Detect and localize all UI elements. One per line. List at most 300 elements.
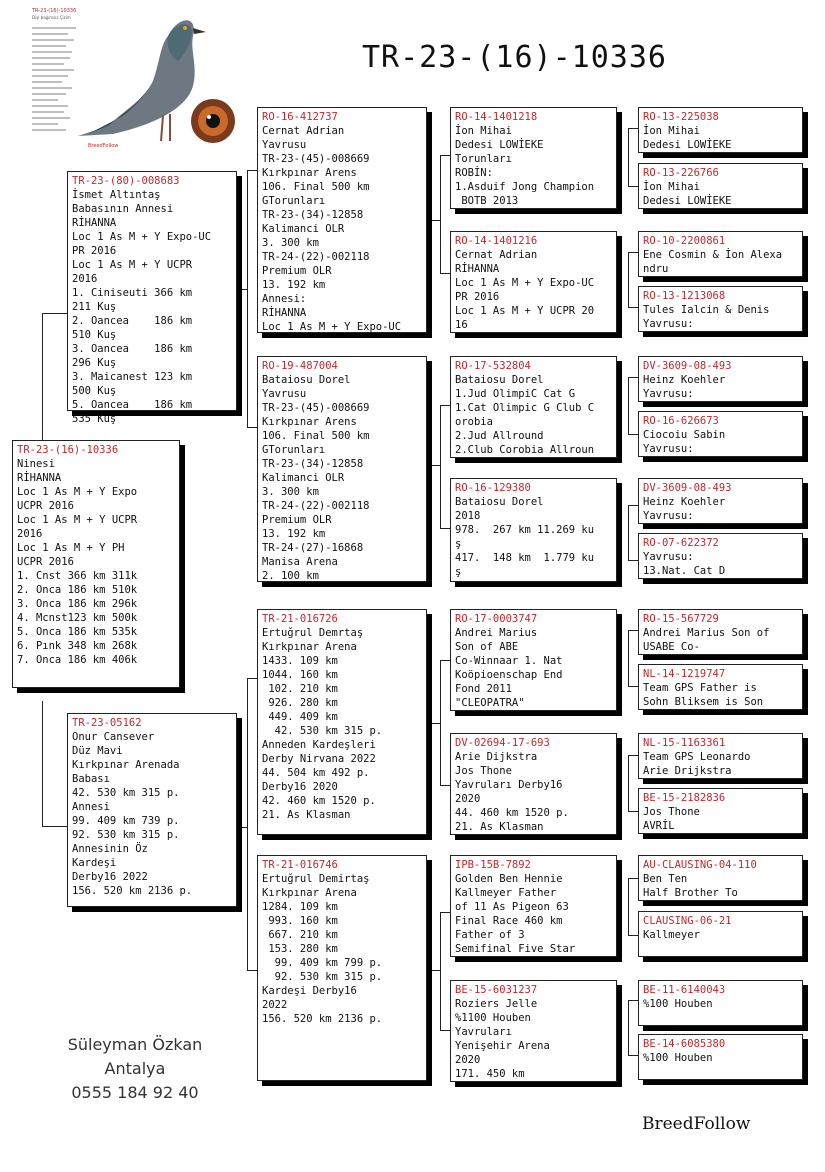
info-line: 2018 [455, 510, 481, 522]
info-line: %1100 Houben [455, 1012, 531, 1024]
info-line: Ertuğrul Demirtaş [262, 873, 370, 885]
connector [42, 826, 68, 827]
ring-number: IPB-15B-7892 [455, 859, 531, 871]
info-line: TR-24-(27)-16868 [262, 542, 364, 554]
info-line: Bataiosu Dorel [455, 496, 544, 508]
info-line: ş [455, 538, 462, 550]
connector [628, 878, 629, 935]
info-line: Final Race 460 km [455, 915, 563, 927]
sire-dam-card[interactable] [257, 356, 427, 582]
ring-number: DV-02694-17-693 [455, 737, 550, 749]
info-line: 6. Pınk 348 km 268k [17, 640, 138, 652]
connector [440, 660, 441, 785]
info-line: 1433. 109 km [262, 655, 338, 667]
info-line: Yavrusu: [643, 551, 694, 563]
info-line: 926. 280 km [262, 697, 338, 709]
info-line: ROBİN: [455, 167, 493, 179]
connector [628, 252, 638, 253]
info-line: 21. As Klasman [455, 821, 544, 833]
connector [628, 434, 638, 435]
ring-number: NL-15-1163361 [643, 737, 726, 749]
info-line: 3. Maicanest 123 km [72, 371, 193, 383]
info-line: TR-24-(22)-002118 [262, 251, 370, 263]
info-line: 1284. 109 km [262, 901, 338, 913]
info-line: Andrei Marius Son of [643, 627, 770, 639]
pigeon-illustration [28, 6, 243, 151]
info-line: Annesi [72, 801, 110, 813]
connector [628, 1055, 638, 1056]
info-line: Dedesi LOWİEKE [643, 195, 732, 207]
info-line: Yavrusu: [643, 318, 694, 330]
owner-name: Süleyman Özkan [67, 1035, 203, 1054]
dd-dam-card[interactable] [450, 980, 617, 1082]
ring-number: TR-21-016726 [262, 613, 338, 625]
info-line: Loc 1 As M + Y UCPR [17, 514, 138, 526]
info-line: Kırkpınar Arena [262, 641, 357, 653]
connector [628, 755, 629, 811]
connector [628, 878, 638, 879]
ring-number: TR-23-(80)-008683 [72, 175, 180, 187]
info-line: 3. Oancea 186 km [72, 343, 193, 355]
info-line: Yavrusu [262, 139, 307, 151]
connector [42, 701, 43, 827]
connector [237, 289, 247, 290]
info-line: Onur Cansever [72, 731, 155, 743]
info-line: 16 [455, 319, 468, 331]
connector [628, 307, 638, 308]
info-line: İsmet Altıntaş [72, 189, 161, 201]
connector [247, 170, 257, 171]
info-line: Jos Thone [643, 806, 700, 818]
info-line: Tules Ialcin & Denis [643, 304, 770, 316]
info-line: 211 Kuş [72, 301, 117, 313]
info-line: Kalimanci OLR [262, 472, 345, 484]
connector [628, 686, 638, 687]
info-line: Co-Winnaar 1. Nat [455, 655, 563, 667]
ring-number: BE-15-2182836 [643, 792, 726, 804]
info-line: 42. 460 km 1520 p. [262, 795, 376, 807]
connector [428, 970, 440, 971]
connector [247, 678, 248, 970]
connector [247, 970, 257, 971]
connector [628, 755, 638, 756]
dd-sire-card[interactable] [450, 855, 617, 957]
ring-number: RO-15-567729 [643, 613, 719, 625]
connector [628, 377, 638, 378]
info-line: 993. 160 km [262, 915, 338, 927]
info-line: Heinz Koehler [643, 496, 726, 508]
info-line: TR-23-(34)-12858 [262, 209, 364, 221]
ring-number: RO-17-532804 [455, 360, 531, 372]
info-line: Ertuğrul Demrtaş [262, 627, 364, 639]
info-line: Father of 3 [455, 929, 525, 941]
info-line: orobia [455, 416, 493, 428]
sd-sire-card[interactable] [450, 356, 617, 458]
g5-card-8[interactable] [638, 533, 803, 579]
info-line: RİHANNA [17, 472, 62, 484]
ring-number: TR-23-05162 [72, 717, 142, 729]
connector [237, 827, 247, 828]
info-line: Team GPS Leonardo [643, 751, 751, 763]
info-line: 2. Oancea 186 km [72, 315, 193, 327]
info-line: Yavrusu [262, 388, 307, 400]
info-line: 2. Onca 186 km 510k [17, 584, 138, 596]
info-line: 5. Oancea 186 km [72, 399, 193, 411]
info-line: 3. 300 km [262, 237, 319, 249]
info-line: İon Mihai [643, 181, 700, 193]
info-line: 535 Kuş [72, 413, 117, 425]
ring-number: RO-16-626673 [643, 415, 719, 427]
connector [440, 405, 441, 528]
info-line: TR-23-(45)-008669 [262, 402, 370, 414]
ring-number: RO-13-226766 [643, 167, 719, 179]
connector [628, 128, 629, 186]
sire-sire-card[interactable] [257, 107, 427, 333]
subject-card[interactable] [12, 440, 180, 688]
sd-dam-card[interactable] [450, 478, 617, 582]
info-line: Derby16 2020 [262, 781, 338, 793]
ds-dam-card[interactable] [450, 733, 617, 835]
info-line: UCPR 2016 [17, 556, 74, 568]
info-line: 500 Kuş [72, 385, 117, 397]
info-line: Loc 1 As M + Y Expo [17, 486, 138, 498]
connector [247, 427, 257, 428]
ring-number: RO-14-1401218 [455, 111, 538, 123]
info-line: 667. 210 km [262, 929, 338, 941]
g5-card-6[interactable] [638, 411, 803, 457]
info-line: 1.Cat Olimpic G Club C [455, 402, 595, 414]
info-line: Manisa Arena [262, 556, 338, 568]
info-line: 296 Kuş [72, 357, 117, 369]
info-line: Fond 2011 [455, 683, 512, 695]
connector [628, 1000, 638, 1001]
info-line: Anneden Kardeşleri [262, 739, 376, 751]
info-line: Torunları [455, 153, 512, 165]
info-line: TR-24-(22)-002118 [262, 500, 370, 512]
connector [628, 630, 629, 686]
info-line: Ninesi [17, 458, 55, 470]
info-line: Arie Drijkstra [643, 765, 732, 777]
info-line: 1.Jud OlimpiC Cat G [455, 388, 576, 400]
info-line: %100 Houben [643, 998, 713, 1010]
photo-caption-text: Dişi bağımsız Çizim [32, 15, 71, 20]
owner-block [40, 1033, 230, 1105]
ds-sire-card[interactable] [450, 609, 617, 711]
info-line: Son of ABE [455, 641, 519, 653]
connector [247, 678, 257, 679]
ring-number: RO-13-1213068 [643, 290, 726, 302]
info-line: 44. 460 km 1520 p. [455, 807, 569, 819]
dam-card[interactable] [67, 713, 237, 907]
info-line: 3. Onca 186 km 296k [17, 598, 138, 610]
owner-city: Antalya [104, 1059, 166, 1078]
info-line: Kardeşi [72, 857, 117, 869]
ss-sire-card[interactable] [450, 107, 617, 209]
info-line: Arie Dijkstra [455, 751, 538, 763]
info-line: Ciocoiu Sabin [643, 429, 726, 441]
ring-number: RO-07-622372 [643, 537, 719, 549]
info-line: 13.Nat. Cat D [643, 565, 726, 577]
g5-card-7[interactable] [638, 478, 803, 524]
info-line: GTorunları [262, 195, 326, 207]
connector [628, 935, 638, 936]
info-line: 4. Mcnst123 km 500k [17, 612, 138, 624]
info-line: Ben Ten [643, 873, 688, 885]
info-line: Semifinal Five Star [455, 943, 576, 955]
info-line: Premium OLR [262, 265, 332, 277]
info-line: 978. 267 km 11.269 ku [455, 524, 595, 536]
info-line: 13. 192 km [262, 279, 326, 291]
info-line: GTorunları [262, 444, 326, 456]
info-line: Team GPS Father is [643, 682, 757, 694]
pedigree-title: TR-23-(16)-10336 [362, 40, 667, 75]
info-line: Heinz Koehler [643, 374, 726, 386]
connector [628, 252, 629, 307]
connector [42, 313, 43, 440]
g5-card-12[interactable] [638, 788, 803, 834]
connector [628, 560, 638, 561]
info-line: 1. Cnst 366 km 311k [17, 570, 138, 582]
info-line: Jos Thone [455, 765, 512, 777]
g5-card-15[interactable] [638, 980, 803, 1026]
g5-card-5[interactable] [638, 356, 803, 402]
ring-number: TR-21-016746 [262, 859, 338, 871]
info-line: Andrei Marius [455, 627, 538, 639]
ring-number: RO-14-1401216 [455, 235, 538, 247]
info-line: Half Brother To [643, 887, 738, 899]
ring-number: RO-17-0003747 [455, 613, 538, 625]
info-line: 99. 409 km 739 p. [72, 815, 180, 827]
ring-number: DV-3609-08-493 [643, 360, 732, 372]
info-line: 1.Asduif Jong Champion [455, 181, 595, 193]
info-line: 156. 520 km 2136 p. [72, 885, 193, 897]
info-line: 2020 [455, 793, 481, 805]
info-line: AVRİL [643, 820, 675, 832]
g5-card-3[interactable] [638, 231, 803, 277]
connector [440, 1030, 450, 1031]
pigeon-photo [28, 6, 243, 151]
info-line: Loc 1 As M + Y UCPR 20 [455, 305, 595, 317]
info-line: 44. 504 km 492 p. [262, 767, 370, 779]
connector [440, 528, 450, 529]
info-line: 2.Club Corobia Allroun [455, 444, 595, 456]
info-line: Loc 1 As M + Y Expo-UC [72, 231, 212, 243]
connector [440, 405, 450, 406]
info-line: Annesi: [262, 293, 307, 305]
info-line: USABE Co- [643, 641, 700, 653]
connector [440, 273, 450, 274]
g5-card-9[interactable] [638, 609, 803, 655]
photo-logo-text: BreedFollow [88, 143, 119, 149]
info-line: 1. Ciniseuti 366 km [72, 287, 193, 299]
ring-number: RO-16-129380 [455, 482, 531, 494]
connector [440, 660, 450, 661]
info-line: 417. 148 km 1.779 ku [455, 552, 595, 564]
connector [428, 465, 440, 466]
dam-dam-card[interactable] [257, 855, 427, 1081]
ss-dam-card[interactable] [450, 231, 617, 333]
g5-card-11[interactable] [638, 733, 803, 779]
g5-card-1[interactable] [638, 107, 803, 153]
info-line: 2016 [72, 273, 98, 285]
info-line: Yavruları Derby16 [455, 779, 563, 791]
info-line: Ene Cosmin & İon Alexa [643, 249, 783, 261]
connector [628, 1000, 629, 1055]
info-line: Yavrusu: [643, 443, 694, 455]
ring-number: BE-11-6140043 [643, 984, 726, 996]
connector [247, 170, 248, 427]
info-line: 13. 192 km [262, 528, 326, 540]
connector [440, 912, 450, 913]
info-line: PR 2016 [72, 245, 117, 257]
connector [628, 630, 638, 631]
connector [428, 723, 440, 724]
info-line: 2.Jud Allround [455, 430, 544, 442]
info-line: Annesinin Öz [72, 843, 148, 855]
info-line: 106. Final 500 km [262, 430, 370, 442]
g5-card-2[interactable] [638, 163, 803, 209]
info-line: 1044. 160 km [262, 669, 338, 681]
ring-number: RO-10-2200861 [643, 235, 726, 247]
info-line: 92. 530 km 315 p. [72, 829, 180, 841]
info-line: Yenişehir Arena [455, 1040, 550, 1052]
ring-number: TR-23-(16)-10336 [17, 444, 119, 456]
info-line: Babası [72, 773, 110, 785]
info-line: 2. 100 km [262, 570, 319, 582]
info-line: 3. 300 km [262, 486, 319, 498]
info-line: 92. 530 km 315 p. [262, 971, 383, 983]
info-line: 42. 530 km 315 p. [262, 725, 383, 737]
info-line: RİHANNA [455, 263, 500, 275]
connector [440, 912, 441, 1030]
g5-card-14[interactable] [638, 911, 803, 957]
ring-number: RO-19-487004 [262, 360, 338, 372]
info-line: Loc 1 As M + Y PH [17, 542, 125, 554]
info-line: 21. As Klasman [262, 809, 351, 821]
info-line: Cernat Adrian [455, 249, 538, 261]
ring-number: CLAUSING-06-21 [643, 915, 732, 927]
ring-number: RO-13-225038 [643, 111, 719, 123]
connector [440, 785, 450, 786]
g5-card-16[interactable] [638, 1034, 803, 1080]
info-line: ş [455, 566, 462, 578]
connector [628, 505, 629, 560]
ring-number: AU-CLAUSING-04-110 [643, 859, 757, 871]
info-line: Kallmeyer [643, 929, 700, 941]
connector [42, 313, 68, 314]
info-line: Kırkpınar Arenada [72, 759, 180, 771]
info-line: Düz Mavi [72, 745, 123, 757]
info-line: 2016 [17, 528, 43, 540]
info-line: BOTB 2013 [455, 195, 519, 207]
info-line: Yavruları [455, 1026, 512, 1038]
info-line: 42. 530 km 315 p. [72, 787, 180, 799]
info-line: 2020 [455, 1054, 481, 1066]
photo-ring-text: TR-23-(16)-10336 [32, 8, 77, 14]
info-line: Bataiosu Dorel [455, 374, 544, 386]
g5-card-13[interactable] [638, 855, 803, 901]
info-line: 156. 520 km 2136 p. [262, 1013, 383, 1025]
ring-number: BE-15-6031237 [455, 984, 538, 996]
connector [628, 128, 638, 129]
info-line: Cernat Adrian [262, 125, 345, 137]
connector [440, 155, 441, 273]
info-line: PR 2016 [455, 291, 500, 303]
info-line: Roziers Jelle [455, 998, 538, 1010]
info-line: Derby Nirvana 2022 [262, 753, 376, 765]
info-line: Golden Ben Hennie [455, 873, 563, 885]
info-line: Loc 1 As M + Y Expo-UC [455, 277, 595, 289]
info-line: Kırkpınar Arena [262, 887, 357, 899]
g5-card-10[interactable] [638, 664, 803, 710]
info-line: of 11 As Pigeon 63 [455, 901, 569, 913]
info-line: TR-23-(45)-008669 [262, 153, 370, 165]
info-line: Kardeşi Derby16 [262, 985, 357, 997]
info-line: Yavrusu: [643, 510, 694, 522]
ring-number: NL-14-1219747 [643, 668, 726, 680]
sire-card[interactable] [67, 171, 237, 425]
info-line: %100 Houben [643, 1052, 713, 1064]
info-line: Kırkpınar Arens [262, 416, 357, 428]
info-line: 7. Onca 186 km 406k [17, 654, 138, 666]
info-line: Loc 1 As M + Y Expo-UC [262, 321, 402, 333]
owner-phone: 0555 184 92 40 [71, 1083, 199, 1102]
dam-sire-card[interactable] [257, 609, 427, 835]
info-line: TR-23-(34)-12858 [262, 458, 364, 470]
ring-number: BE-14-6085380 [643, 1038, 726, 1050]
info-line: 2022 [262, 999, 288, 1011]
info-line: RİHANNA [72, 217, 117, 229]
info-line: 510 Kuş [72, 329, 117, 341]
info-line: 106. Final 500 km [262, 181, 370, 193]
info-line: Kallmeyer Father [455, 887, 557, 899]
info-line: Dedesi LOWİEKE [455, 139, 544, 151]
info-line: 449. 409 km [262, 711, 338, 723]
brand-logo: BreedFollow [642, 1114, 751, 1134]
info-line: Yavrusu: [643, 388, 694, 400]
connector [428, 220, 440, 221]
info-line: ndru [643, 263, 669, 275]
info-line: 153. 280 km [262, 943, 338, 955]
info-line: Derby16 2022 [72, 871, 148, 883]
info-line: Babasının Annesi [72, 203, 174, 215]
info-line: RİHANNA [262, 307, 307, 319]
connector [628, 186, 638, 187]
info-line: Bataiosu Dorel [262, 374, 351, 386]
info-line: 102. 210 km [262, 683, 338, 695]
info-line: Kalimanci OLR [262, 223, 345, 235]
info-line: Kırkpınar Arens [262, 167, 357, 179]
info-line: Sohn Bliksem is Son [643, 696, 764, 708]
info-line: Loc 1 As M + Y UCPR [72, 259, 193, 271]
g5-card-4[interactable] [638, 286, 803, 332]
ring-number: DV-3609-08-493 [643, 482, 732, 494]
connector [628, 377, 629, 434]
connector [628, 811, 638, 812]
info-line: UCPR 2016 [17, 500, 74, 512]
info-line: Koöpioenschap End [455, 669, 563, 681]
info-line: Dedesi LOWİEKE [643, 139, 732, 151]
connector [628, 505, 638, 506]
info-line: 171. 450 km [455, 1068, 525, 1080]
info-line: İon Mihai [455, 125, 512, 137]
info-line: Premium OLR [262, 514, 332, 526]
connector [440, 155, 450, 156]
info-line: 99. 409 km 799 p. [262, 957, 383, 969]
ring-number: RO-16-412737 [262, 111, 338, 123]
info-line: İon Mihai [643, 125, 700, 137]
info-line: "CLEOPATRA" [455, 697, 525, 709]
